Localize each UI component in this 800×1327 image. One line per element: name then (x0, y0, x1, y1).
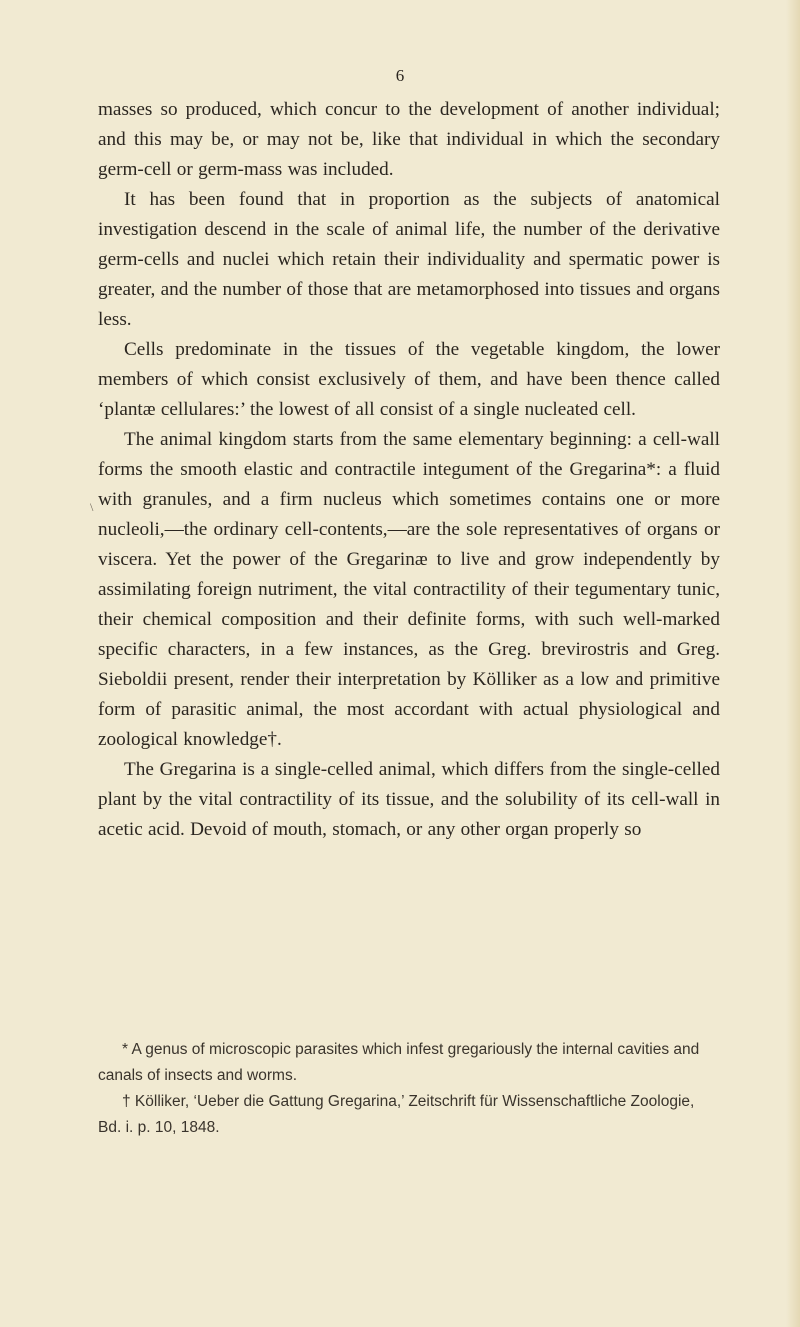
footnote-2: † Kölliker, ‘Ueber die Gattung Gregarina,’ Zeitschrift für Wissenschaftliche Zoologie, Bd. i. p. 10, 1848. (98, 1093, 695, 1136)
paragraph-1: masses so produced, which concur to the development of another individual; and this may be, or may not be, like that individual in which the secondary germ-cell or germ-mass was included. (98, 99, 720, 180)
stray-mark: \ (90, 500, 94, 514)
body-text (98, 95, 720, 845)
footnote-1: * A genus of microscopic parasites which infest gregariously the internal cavities and canals of insects and worms. (98, 1041, 700, 1084)
paragraph-4: The animal kingdom starts from the same elementary beginning: a cell-wall forms the smooth elastic and contractile integument of the Gregarina*: a fluid with granules, and a firm nucleus which sometimes contains one or more nucleoli,—the ordinary cell-contents,—are the sole representatives of organs or viscera. Yet the power of the Gregarinæ to live and grow independently by assimilating foreign nutriment, the vital contractility of their tegumentary tunic, their chemical composition and their definite forms, with such well-marked specific characters, in a few instances, as the Greg. brevirostris and Greg. Sieboldii present, render their interpretation by Kölliker as a low and primitive form of parasitic animal, the most accordant with actual physiological and zoological knowledge†. (98, 429, 720, 750)
footnotes (98, 1037, 720, 1141)
paragraph-5: The Gregarina is a single-celled animal, which differs from the single-celled plant by the vital contractility of its tissue, and the solubility of its cell-wall in acetic acid. Devoid of mouth, stomach, or any other organ properly so (98, 759, 720, 840)
page-edge (786, 0, 800, 1327)
paragraph-2: It has been found that in proportion as the subjects of anatomical investigation descend in the scale of animal life, the number of the derivative germ-cells and nuclei which retain their individuality and spermatic power is greater, and the number of those that are metamorphosed into tissues and organs less. (98, 189, 720, 330)
page-number: 6 (395, 66, 405, 85)
paragraph-3: Cells predominate in the tissues of the vegetable kingdom, the lower members of which consist exclusively of them, and have been thence called ‘plantæ cellulares:’ the lowest of all consist of a single nucleated cell. (98, 339, 720, 420)
